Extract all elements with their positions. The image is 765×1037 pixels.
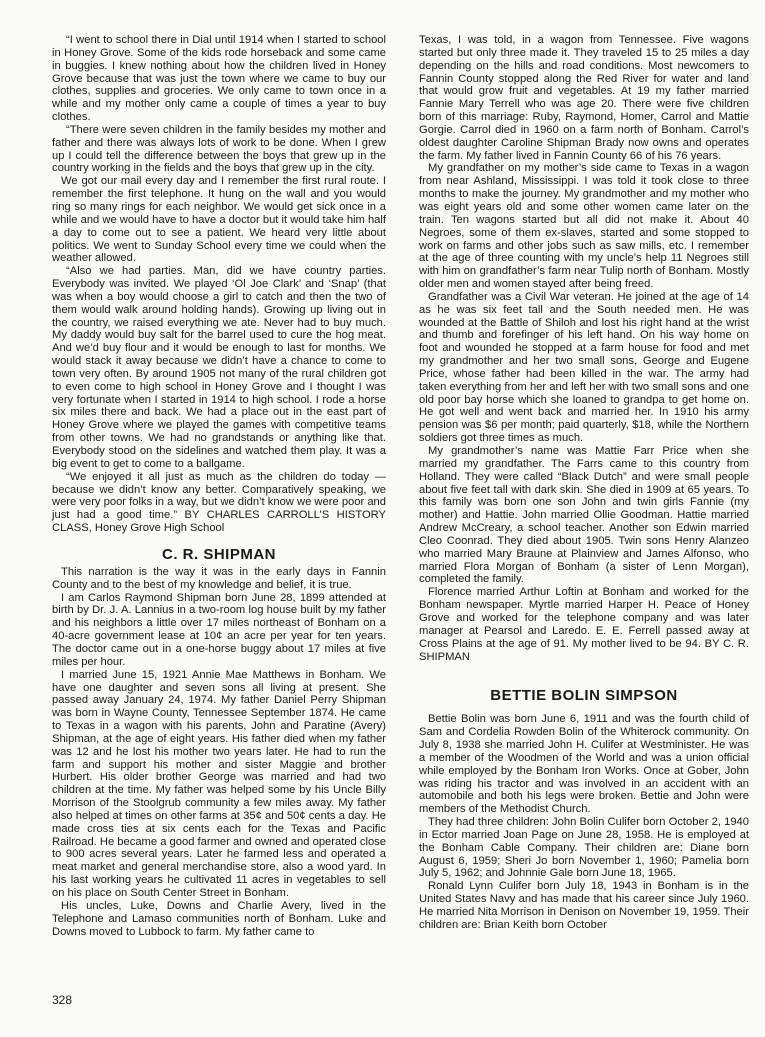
right-column (419, 34, 749, 932)
paragraph: My grandmother’s name was Mattie Farr Price when she married my grandfather. The Farrs came to this country from Holland. They were called “Black Dutch” and were small people about five feet tall with dark skin. She died in 1909 at 65 years. To this family was born one son John and twin girls Fannie (my mother) and Hattie. John married Ollie Goodman. Hattie married Andrew McCreary, a school teacher. Another son Edwin married Cleo Coonrad. They died about 1905. Twin sons Henry Alanzeo who married Mary Braune at Plainview and James Alfonso, who married Flora Morgan of Bonham (a sister of Lenn Morgan), completed the family. (419, 445, 749, 586)
paragraph: Texas, I was told, in a wagon from Tennessee. Five wagons started but only three made it. They traveled 15 to 25 miles a day depending on the hills and road conditions. Most newcomers to Fannin County stopped along the Red River for water and land that would grow fruit and vegetables. At 19 my father married Fannie Mary Terrell who was age 20. There were five children born of this marriage: Ruby, Raymond, Homer, Carrol and Mattie Gorgie. Carrol died in 1960 on a farm north of Bonham. Carrol’s oldest daughter Caroline Shipman Brady now owns and operates the farm. My father lived in Fannin County 66 of his 76 years. (419, 34, 749, 162)
paragraph: My grandfather on my mother’s side came to Texas in a wagon from near Ashland, Mississippi. I was told it took close to three months to make the journey. My grandmother and my mother who was eight years old and some other women came later on the train. Ten wagons started but all did not make it. About 40 Negroes, some of them ex-slaves, started and some stopped to work on farms and other jobs such as saw mills, etc. I remember at the age of three counting with my uncle’s help 11 Negroes still with him on grandfather’s farm near Tulip north of Bonham. Mostly older men and women stayed after being freed. (419, 162, 749, 291)
paragraph: I married June 15, 1921 Annie Mae Matthews in Bonham. We have one daughter and seven sons all living at present. She passed away January 24, 1974. My father Daniel Perry Shipman was born in Wayne County, Tennessee September 1874. He came to Texas in a wagon with his parents, John and Paratine (Avery) Shipman, at the age of eight years. His father died when my father was 12 and he lost his mother two years later. He had to run the farm and support his mother and sister Maggie and brother Hurbert. His older brother George was married and had two children at the time. My father was helped some by his Uncle Billy Morrison of the Stoolgrub community a few miles away. My father also helped at times on other farms at 35¢ and 50¢ cents a day. He made cross ties at six cents each for the Texas and Pacific Railroad. He became a good farmer and owned and operated close to 900 acres several years. Later he farmed less and operated a meat market and general merchandise store, also a wood yard. In his last working years he cultivated 11 acres in vegetables to sell on his place on South Center Street in Bonham. (52, 668, 386, 899)
left-column (52, 34, 386, 938)
section-heading-simpson: BETTIE BOLIN SIMPSON (490, 687, 678, 705)
paragraph: They had three children: John Bolin Culifer born October 2, 1940 in Ector married Joan Page on June 28, 1958. He is employed at the Bonham Cable Company. Their children are: Diane born August 6, 1959; Sheri Jo born November 1, 1960; Pamelia born July 5, 1962; and Johnnie Gale born June 18, 1965. (419, 816, 749, 880)
paragraph: I am Carlos Raymond Shipman born June 28, 1899 attended at birth by Dr. J. A. Lannius in a two-room log house built by my father and his neighbors a little over 17 miles northeast of Bonham on a 40-acre government lease at 10¢ an acre per year for ten years. The doctor came out in a one-horse buggy about 17 miles at five miles per hour. (52, 591, 386, 668)
paragraph: Bettie Bolin was born June 6, 1911 and was the fourth child of Sam and Cordelia Rowden Bolin of the Whiterock community. On July 8, 1938 she married John H. Culifer at Westminister. He was a member of the Woodmen of the World and was a union official while employed by the Bonham Iron Works. Once at Gober, John was riding his tractor and was involved in an accident with an automobile and both his legs were broken. Bettie and John were members of the Methodist Church. (419, 713, 749, 816)
paragraph: His uncles, Luke, Downs and Charlie Avery, lived in the Telephone and Lamaso communities north of Bonham. Luke and Downs moved to Lubbock to farm. My father came to (52, 899, 386, 938)
paragraph: This narration is the way it was in the early days in Fannin County and to the best of my knowledge and belief, it is true. (52, 565, 386, 591)
paragraph: We got our mail every day and I remember the first rural route. I remember the first telephone. It hung on the wall and you would ring so many rings for each neighbor. We would get sick once in a while and we would have to have a doctor but it would take him half a day to come out to see a patient. We heard very little about politics. We went to Sunday School every time we could when the weather allowed. (52, 175, 386, 265)
section-heading-shipman: C. R. SHIPMAN (161, 545, 276, 563)
paragraph: Grandfather was a Civil War veteran. He joined at the age of 14 as he was six feet tall and the South needed men. He was wounded at the Battle of Shiloh and lost his right hand at the wrist and thumb and forefinger of his left hand. On his way home on foot and wounded he stopped at a farm house for food and met my grandmother and her two small sons, George and Eugene Price, whose father had been killed in the war. The army had taken everything from her and left her with two small sons and one old poor bay horse which she loaned to grandpa to get home on. He got well and went back and married her. In 1910 his army pension was $6 per month; paid quarterly, $18, while the Northern soldiers got three times as much. (419, 290, 749, 445)
paragraph: Florence married Arthur Loftin at Bonham and worked for the Bonham newspaper. Myrtle married Harper H. Peace of Honey Grove and worked for the telephone company and was later manager at Pearsol and Laredo. E. E. Ferrell passed away at Cross Plains at the age of 91. My mother lived to be 94. BY C. R. SHIPMAN (419, 586, 749, 663)
paragraph: “There were seven children in the family besides my mother and father and there was always lots of work to be done. When I grew up I could tell the difference between the boys that grew up in the country working in the fields and the boys that grew up in the city. (52, 123, 386, 175)
paragraph: “I went to school there in Dial until 1914 when I started to school in Honey Grove. Some of the kids rode horseback and some came in buggies. I knew nothing about how the children lived in Honey Grove because that was just the town where we came to buy our clothes, supplies and groceries. We only came to town once in a while and my mother only came a couple of times a year to buy clothes. (52, 34, 386, 124)
paragraph: Ronald Lynn Culifer born July 18, 1943 in Bonham is in the United States Navy and has made that his career since July 1960. He married Nita Morrison in Denison on November 19, 1959. Their children are: Brian Keith born October (419, 880, 749, 931)
page-number: 328 (52, 993, 73, 1007)
paragraph: “We enjoyed it all just as much as the children do today — because we didn’t know any better. Comparatively speaking, we were very poor folks in a way, but we didn’t know we were poor and just had a good time.” BY CHARLES CARROLL’S HISTORY CLASS, Honey Grove High School (52, 470, 386, 535)
paragraph: “Also we had parties. Man, did we have country parties. Everybody was invited. We played ‘Ol Joe Clark’ and ‘Snap’ (that was when a boy would choose a girl to catch and then the two of them would walk around holding hands). Growing up living out in the country, we raised everything we ate. Never had to buy much. My daddy would buy salt for the barrel used to cure the hog meat. And we’d buy flour and it would be enough to last for months. We would stack it away because we didn’t have a chance to come to town very often. By around 1905 not many of the rural children got to even come to high school in Honey Grove and I thought I was very fortunate when I started in 1914 to high school. I rode a horse six miles there and back. We had a place out in the east part of Honey Grove where we played the games with competitive teams from other towns. We had no grandstands or anything like that. Everybody stood on the sidelines and watched them play. It was a big event to get to come to a ballgame. (52, 265, 386, 470)
